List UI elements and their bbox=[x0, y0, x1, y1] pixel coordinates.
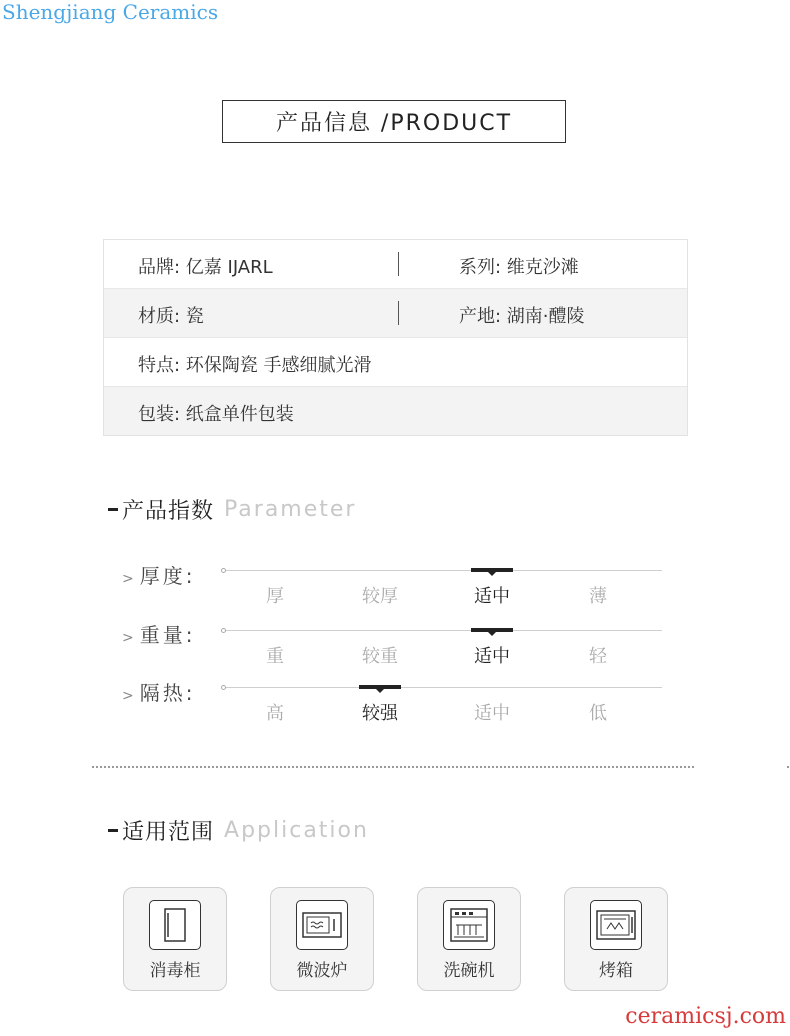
param-option: 较重 bbox=[362, 646, 398, 667]
app-card-oven bbox=[564, 887, 668, 991]
dash-mark bbox=[108, 829, 118, 832]
param-label-text: 厚度: bbox=[139, 564, 196, 588]
app-label: 微波炉 bbox=[296, 961, 348, 981]
divider bbox=[398, 252, 399, 276]
param-option-selected: 较强 bbox=[362, 703, 398, 724]
param-scale-start-dot bbox=[221, 628, 226, 633]
chevron-right-icon: > bbox=[122, 571, 134, 587]
app-label: 烤箱 bbox=[599, 961, 633, 981]
param-scale-line bbox=[224, 570, 662, 571]
param-scale-line bbox=[224, 687, 662, 688]
chevron-right-icon: > bbox=[122, 630, 134, 646]
series-value: 系列: 维克沙滩 bbox=[459, 257, 579, 278]
param-option: 厚 bbox=[266, 586, 284, 607]
divider bbox=[398, 301, 399, 325]
param-scale-line bbox=[224, 630, 662, 631]
parameter-title-en: Parameter bbox=[224, 497, 357, 522]
param-option: 高 bbox=[266, 703, 284, 724]
param-selected-marker bbox=[359, 685, 401, 689]
info-row-packaging bbox=[104, 387, 687, 435]
param-option: 轻 bbox=[589, 646, 607, 667]
packaging-value: 包装: 纸盒单件包装 bbox=[138, 404, 294, 425]
dotted-separator bbox=[92, 766, 694, 768]
product-info-title: 产品信息 /PRODUCT bbox=[222, 100, 566, 143]
param-scale-start-dot bbox=[221, 568, 226, 573]
oven-icon bbox=[590, 900, 642, 950]
origin-value: 产地: 湖南·醴陵 bbox=[459, 306, 585, 327]
microwave-icon bbox=[296, 900, 348, 950]
watermark-bottom: ceramicsj.com bbox=[625, 1004, 786, 1029]
parameter-title-cn: 产品指数 bbox=[122, 499, 215, 524]
material-value: 材质: 瓷 bbox=[138, 306, 204, 327]
param-option-selected: 适中 bbox=[474, 586, 510, 607]
param-label-text: 隔热: bbox=[139, 681, 196, 705]
brand-value: 品牌: 亿嘉 IJARL bbox=[138, 257, 273, 278]
param-option: 低 bbox=[589, 703, 607, 724]
application-section-header bbox=[108, 815, 369, 846]
disinfection-cabinet-icon bbox=[149, 900, 201, 950]
app-card-dishwasher bbox=[417, 887, 521, 991]
watermark-top: Shengjiang Ceramics bbox=[2, 0, 219, 24]
param-row-thickness bbox=[0, 560, 790, 620]
app-card-microwave bbox=[270, 887, 374, 991]
application-title-en: Application bbox=[224, 818, 369, 843]
param-label bbox=[122, 560, 195, 589]
param-label bbox=[122, 677, 195, 706]
param-option: 重 bbox=[266, 646, 284, 667]
application-title-cn: 适用范围 bbox=[122, 820, 215, 845]
dash-mark bbox=[108, 508, 118, 511]
feature-value: 特点: 环保陶瓷 手感细腻光滑 bbox=[138, 355, 372, 376]
param-option-selected: 适中 bbox=[474, 646, 510, 667]
product-info-table bbox=[103, 239, 688, 436]
chevron-right-icon: > bbox=[122, 688, 134, 704]
info-row-feature bbox=[104, 338, 687, 387]
info-row-brand bbox=[104, 240, 687, 289]
parameter-section-header bbox=[108, 494, 356, 525]
param-selected-marker bbox=[471, 568, 513, 572]
param-scale-start-dot bbox=[221, 685, 226, 690]
app-label: 洗碗机 bbox=[443, 961, 495, 981]
param-label-text: 重量: bbox=[139, 623, 196, 647]
param-label bbox=[122, 619, 195, 648]
param-option: 适中 bbox=[474, 703, 510, 724]
param-option: 较厚 bbox=[362, 586, 398, 607]
dishwasher-icon bbox=[443, 900, 495, 950]
param-option: 薄 bbox=[589, 586, 607, 607]
app-card-disinfection-cabinet bbox=[123, 887, 227, 991]
param-row-insulation bbox=[0, 677, 790, 737]
separator-dot bbox=[787, 766, 789, 768]
info-row-material bbox=[104, 289, 687, 338]
param-selected-marker bbox=[471, 628, 513, 632]
param-row-weight bbox=[0, 619, 790, 679]
app-label: 消毒柜 bbox=[149, 961, 201, 981]
